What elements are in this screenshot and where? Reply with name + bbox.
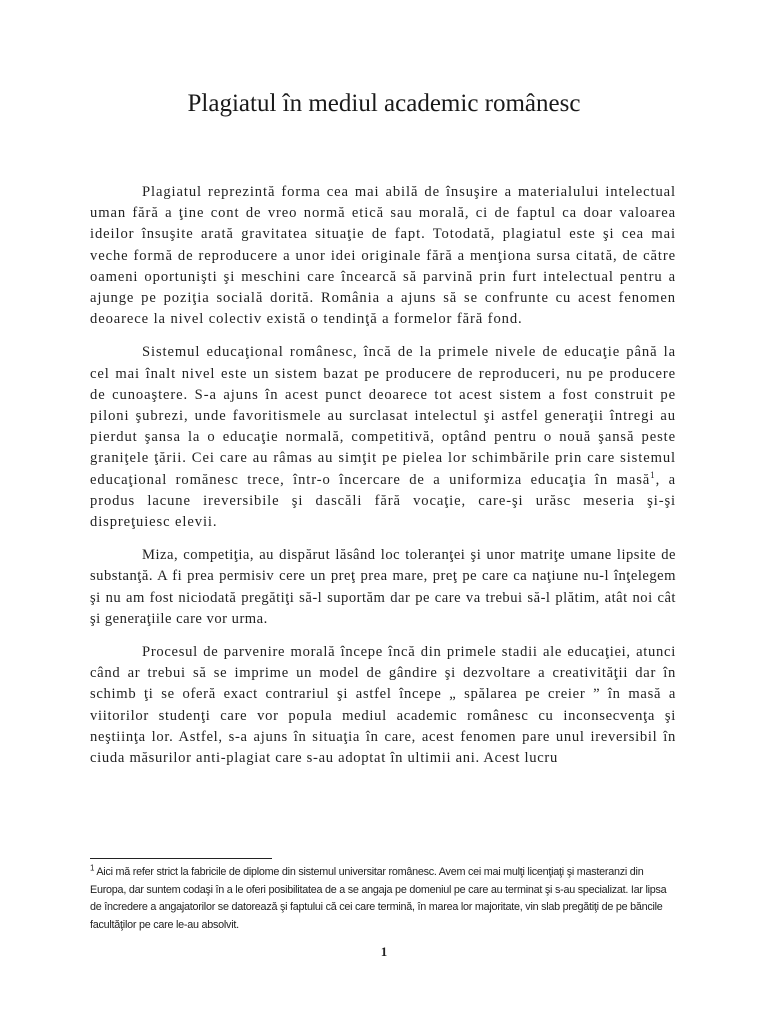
paragraph-1: Plagiatul reprezintă forma cea mai abilă de însuşire a materialului intelectual uman fără a ţine cont de vreo normă etică sau morală, ci de faptul ca doar valoarea ideilor însuşite arată gravitatea situaţie de fapt. Totodată, plagiatul este şi cea mai veche formă de reproducere a unor idei originale fără a menţiona sursa citată, de către oameni oportunişti şi meschini care încearcă să parvină prin furt intelectual pentru a ajunge pe poziţia socială dorită. România a ajuns să se confrunte cu acest fenomen deoarece la nivel colectiv există o tendinţă a formelor fără fond. (90, 184, 676, 328)
paragraph-2-text-before: Sistemul educaţional românesc, încă de la primele nivele de educaţie până la cel mai înalt nivel este un sistem bazat pe producere de reproduceri, nu pe producere de cunoaştere. S-a ajuns în acest punct deoarece tot acest sistem a fost construit pe piloni şubrezi, unde favoritismele au surclasat intelectul şi astfel generaţii întregi au pierdut şansa la o educaţie normală, competitivă, optând pentru o nouă şansă peste graniţele ţării. Cei care au râmas au simţit pe pielea lor schimbările prin care sistemul educaţional romănesc trece, într-o încercare de a uniformiza educaţia în masă (90, 344, 676, 488)
footnote-reference[interactable]: 1 (650, 469, 656, 480)
paragraph-3: Miza, competiţia, au dispărut lăsând loc toleranţei şi unor matriţe umane lipsite de substanţă. A fi prea permisiv cere un preţ prea mare, preţ pe care ca naţiune nu-l înţelegem şi nu am fost niciodată pregătiţi să-l suportăm dar pe care va trebui să-l plătim, atât noi cât şi generaţiile care vor urma. (90, 547, 676, 627)
footnote (90, 864, 680, 934)
paragraph-2 (90, 342, 676, 533)
footnote-text: Aici mă refer strict la fabricile de diplome din sistemul universitar românesc. Avem cei mai mulţi licenţiaţi şi masteranzi din Europa, dar suntem codaşi în a le oferi posibilitatea de a se angaja pe domeniul pe care au terminat şi s-au specializat. Iar lipsa de încredere a angajatorilor se datorează şi faptului că cei care termină, în marea lor majoritate, vin slab pregătiţi de pe băncile facultăţilor pe care le-au absolvit. (90, 866, 667, 931)
document-title: Plagiatul în mediul academic românesc (187, 90, 581, 117)
paragraph-2-text-after: , a produs lacune ireversibile şi dascăli fără vocaţie, care-şi urăsc meseria şi-şi dispreţuiesc elevii. (90, 471, 676, 531)
page-number: 1 (380, 944, 388, 959)
footnote-separator (90, 858, 272, 859)
footnote-marker: 1 (90, 863, 95, 873)
paragraph-4: Procesul de parvenire morală începe încă din primele stadii ale educaţiei, atunci când ar trebui să se imprime un model de gândire şi dezvoltare a creativităţii dar în schimb ţi se oferă exact contrariul şi astfel începe „ spălarea pe creier ” în masă a viitorilor studenţi care vor popula mediul academic românesc cu inconsecvenţa şi neştiinţa lor. Astfel, s-a ajuns în situaţia în care, acest fenomen pare unul ireversibil în ciuda măsurilor anti-plagiat care s-au adoptat în ultimii ani. Acest lucru (90, 644, 676, 767)
document-body (90, 182, 676, 781)
